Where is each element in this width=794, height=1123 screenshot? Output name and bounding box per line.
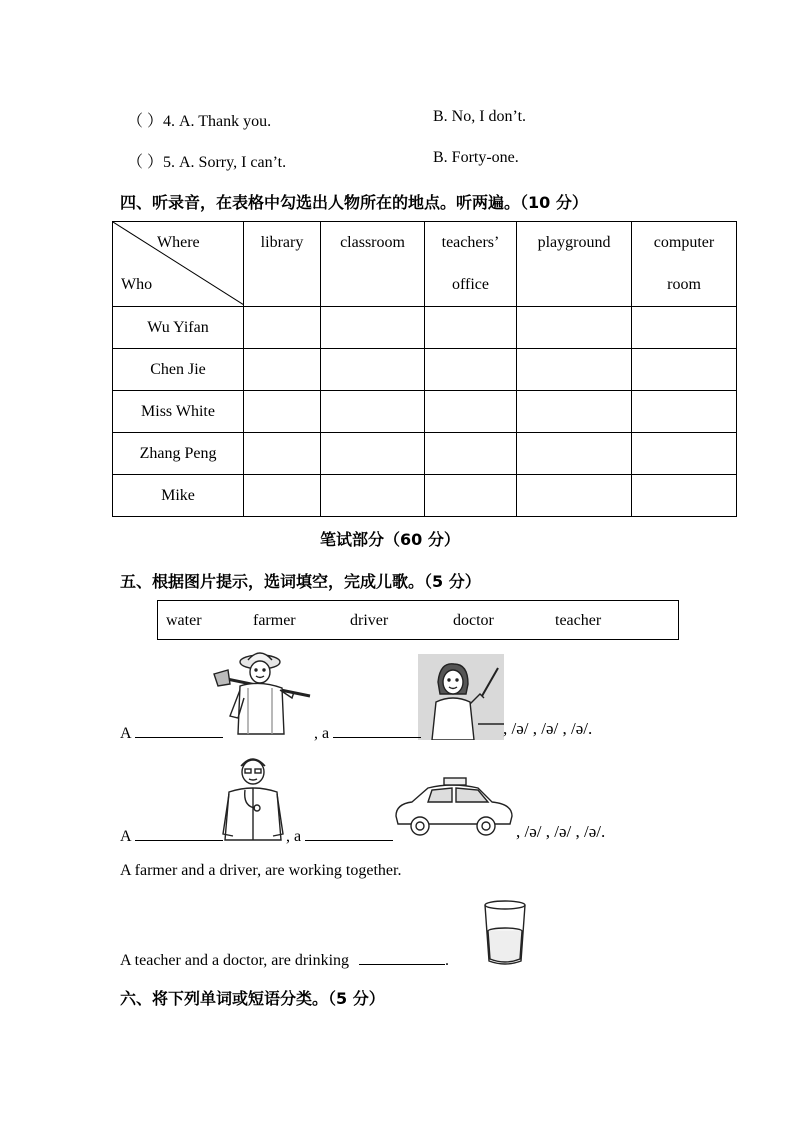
blank-3[interactable] [135,826,223,841]
column-header: computer room [632,222,737,307]
location-table [112,221,737,517]
check-cell[interactable] [517,475,632,517]
glass-of-water-illustration [481,899,529,967]
rhyme-line-4 [120,950,449,970]
blank-4[interactable] [305,826,393,841]
rhyme-phonetic-1: , /ə/ , /ə/ , /ə/. [503,719,593,738]
rhyme-line-2 [120,826,223,846]
check-cell[interactable] [244,349,321,391]
table-row [113,391,737,433]
row-name: Zhang Peng [113,433,244,475]
check-cell[interactable] [425,391,517,433]
check-cell[interactable] [517,349,632,391]
blank-2[interactable] [333,723,421,738]
check-cell[interactable] [632,433,737,475]
table-header-row [113,222,737,307]
check-cell[interactable] [632,391,737,433]
check-cell[interactable] [517,391,632,433]
who-label: Who [121,276,153,293]
row-name: Wu Yifan [113,307,244,349]
check-cell[interactable] [425,475,517,517]
blank-5[interactable] [359,950,445,965]
column-header: library [244,222,321,307]
question-4-b: B. No, I don’t. [433,108,527,125]
check-cell[interactable] [517,307,632,349]
check-cell[interactable] [321,475,425,517]
word-bank-item: teacher [555,612,602,629]
rhyme-line-2-mid [286,826,393,846]
table-row [113,349,737,391]
word-bank-item: driver [350,612,389,629]
word-bank-item: farmer [253,612,296,629]
check-cell[interactable] [244,307,321,349]
written-part-heading: 笔试部分（60 分） [320,530,460,549]
check-cell[interactable] [517,433,632,475]
question-5-a: （ ）5. A. Sorry, I can’t. [127,154,287,171]
section-4-title: 四、听录音，在表格中勾选出人物所在的地点。听两遍。（10 分） [120,193,588,212]
row-name: Miss White [113,391,244,433]
table-row [113,475,737,517]
question-4-a: （ ）4. A. Thank you. [127,113,272,130]
blank-1[interactable] [135,723,223,738]
check-cell[interactable] [425,349,517,391]
teacher-illustration [418,654,504,740]
diagonal-header-cell [113,222,244,307]
word-bank [157,600,679,640]
check-cell[interactable] [321,433,425,475]
rhyme-line-3: A farmer and a driver, are working together. [120,862,402,879]
rhyme-article: A [120,828,131,845]
row-name: Chen Jie [113,349,244,391]
rhyme-line-4-period: . [445,952,450,969]
check-cell[interactable] [632,307,737,349]
section-5-title: 五、根据图片提示，选词填空，完成儿歌。（5 分） [120,572,481,591]
doctor-illustration [221,750,285,842]
check-cell[interactable] [321,349,425,391]
where-label: Where [157,234,200,251]
check-cell[interactable] [321,307,425,349]
word-bank-item: water [166,612,202,629]
rhyme-line-1 [120,723,223,743]
section-6-title: 六、将下列单词或短语分类。（5 分） [120,989,385,1008]
check-cell[interactable] [425,433,517,475]
rhyme-line-1-mid [314,723,421,743]
farmer-illustration [212,646,314,740]
check-cell[interactable] [632,475,737,517]
column-header: classroom [321,222,425,307]
check-cell[interactable] [244,433,321,475]
check-cell[interactable] [632,349,737,391]
column-header: playground [517,222,632,307]
rhyme-comma-a: , a [314,725,330,742]
check-cell[interactable] [321,391,425,433]
rhyme-line-4-text: A teacher and a doctor, are drinking [120,952,350,969]
row-name: Mike [113,475,244,517]
word-bank-item: doctor [453,612,494,629]
column-header: teachers’ office [425,222,517,307]
table-row [113,433,737,475]
rhyme-comma-a: , a [286,828,302,845]
rhyme-phonetic-2: , /ə/ , /ə/ , /ə/. [516,822,606,841]
rhyme-article: A [120,725,131,742]
check-cell[interactable] [244,475,321,517]
question-5-b: B. Forty-one. [433,149,519,166]
check-cell[interactable] [244,391,321,433]
taxi-illustration [392,776,516,838]
check-cell[interactable] [425,307,517,349]
table-row [113,307,737,349]
